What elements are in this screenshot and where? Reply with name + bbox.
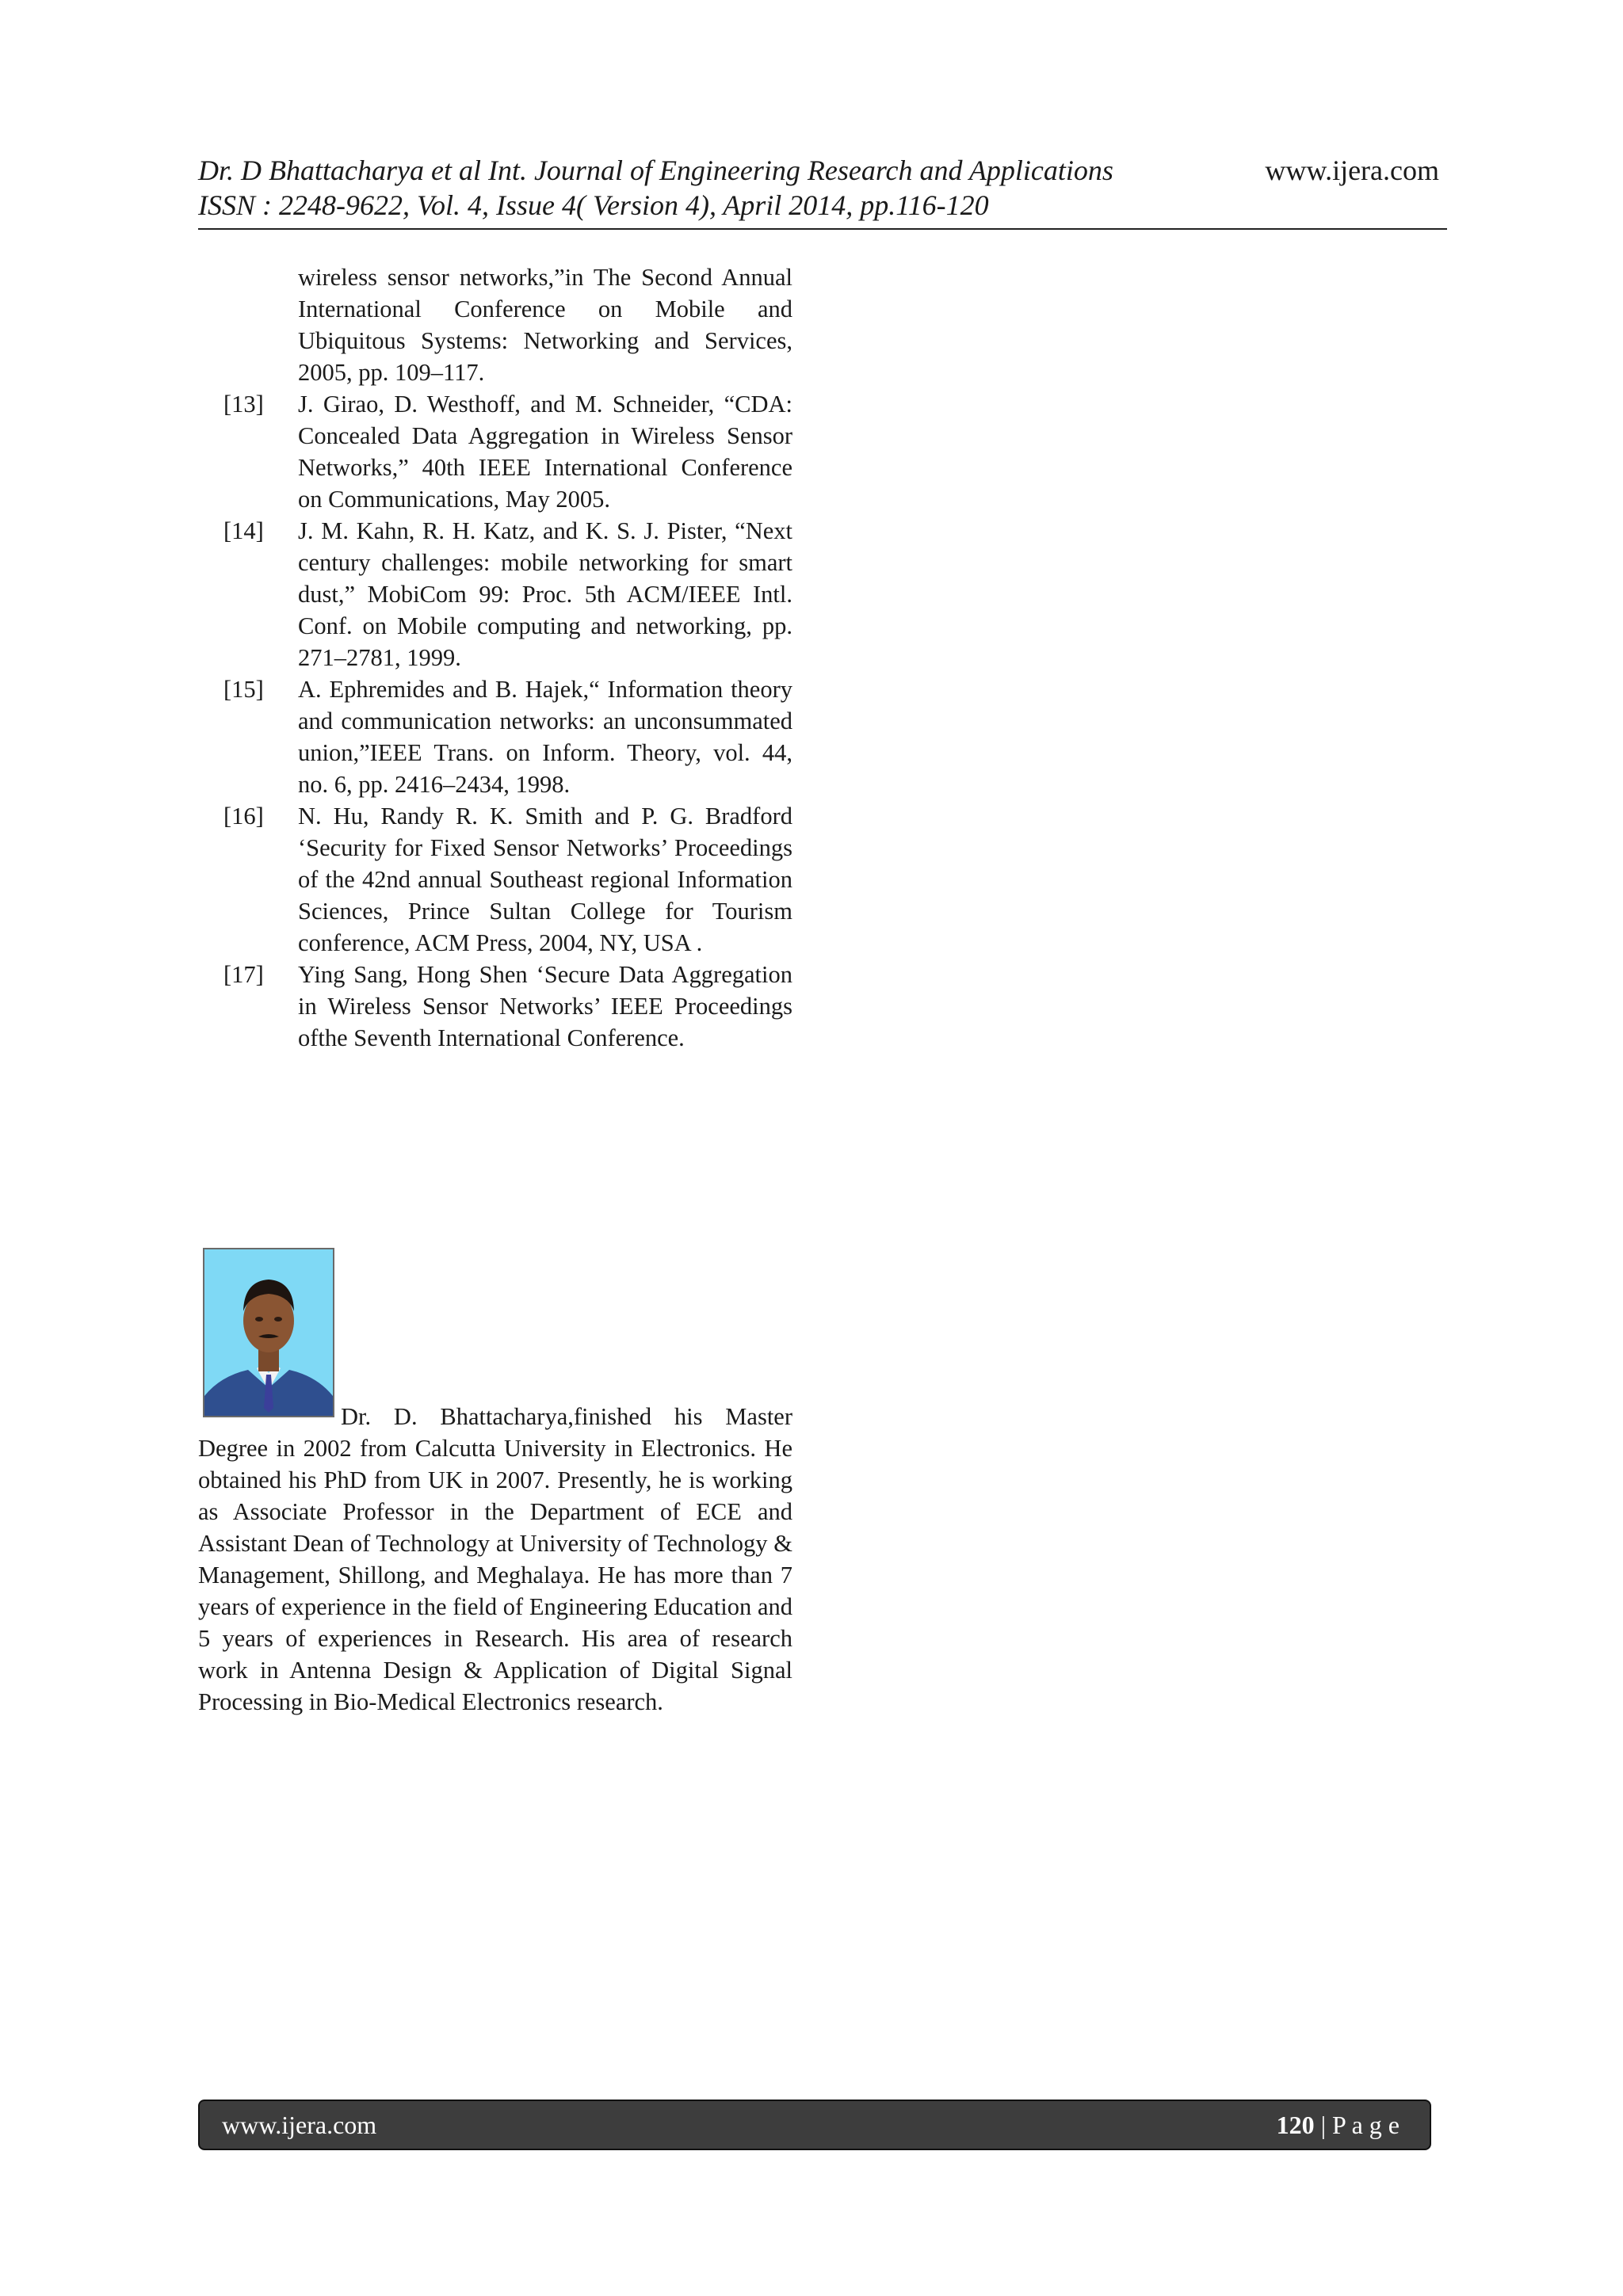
author-photo xyxy=(203,1248,334,1417)
references-list xyxy=(198,261,792,1054)
reference-number: [15] xyxy=(223,676,264,703)
reference-number: [16] xyxy=(223,803,264,830)
reference-number: [17] xyxy=(223,961,264,988)
page-number xyxy=(1277,2109,1400,2141)
reference-number: [14] xyxy=(223,517,264,544)
page-label: | P a g e xyxy=(1320,2111,1400,2139)
reference-item xyxy=(198,673,792,800)
issn-line: ISSN : 2248-9622, Vol. 4, Issue 4( Version 4), April 2014, pp.116-120 xyxy=(198,189,989,221)
reference-text: N. Hu, Randy R. K. Smith and P. G. Bradford ‘Security for Fixed Sensor Networks’ Proceedings of the 42nd annual Southeast regional Information Sciences, Prince Sultan College for Tourism conference, ACM Press, 2004, NY, USA . xyxy=(298,803,792,956)
page-number-value: 120 xyxy=(1276,2111,1315,2139)
biography-text: Dr. D. Bhattacharya,finished his Master Degree in 2002 from Calcutta University in Electronics. He obtained his PhD from UK in 2007. Presently, he is working as Associate Professor in the Department of ECE and Assistant Dean of Technology at University of Technology & Management, Shillong, and Meghalaya. He has more than 7 years of experience in the field of Engineering Education and 5 years of experiences in Research. His area of research work in Antenna Design & Application of Digital Signal Processing in Bio-Medical Electronics research. xyxy=(198,1403,792,1715)
reference-number: [13] xyxy=(223,391,264,418)
header-url: www.ijera.com xyxy=(1265,154,1439,186)
reference-text: J. M. Kahn, R. H. Katz, and K. S. J. Pister, “Next century challenges: mobile networking for smart dust,” MobiCom 99: Proc. 5th ACM/IEEE Intl. Conf. on Mobile computing and networking, pp. 271–2781, 1999. xyxy=(298,517,792,671)
page-footer xyxy=(198,2100,1431,2150)
reference-continuation: wireless sensor networks,”in The Second Annual International Conference on Mobile and Ubiquitous Systems: Networking and Services, 2005, pp. 109–117. xyxy=(298,264,792,386)
reference-item xyxy=(198,515,792,673)
running-header xyxy=(198,153,1447,230)
reference-item xyxy=(198,959,792,1054)
reference-text: J. Girao, D. Westhoff, and M. Schneider, “CDA: Concealed Data Aggregation in Wireless Sensor Networks,” 40th IEEE International Conference on Communications, May 2005. xyxy=(298,391,792,513)
reference-item xyxy=(198,800,792,959)
reference-text: Ying Sang, Hong Shen ‘Secure Data Aggregation in Wireless Sensor Networks’ IEEE Proceedings ofthe Seventh International Conference. xyxy=(298,961,792,1051)
footer-url: www.ijera.com xyxy=(222,2111,377,2139)
reference-text: A. Ephremides and B. Hajek,“ Information theory and communication networks: an unconsummated union,”IEEE Trans. on Inform. Theory, vol. 44, no. 6, pp. 2416–2434, 1998. xyxy=(298,676,792,798)
reference-item xyxy=(198,388,792,515)
journal-citation-line: Dr. D Bhattacharya et al Int. Journal of Engineering Research and Applications xyxy=(198,154,1113,186)
